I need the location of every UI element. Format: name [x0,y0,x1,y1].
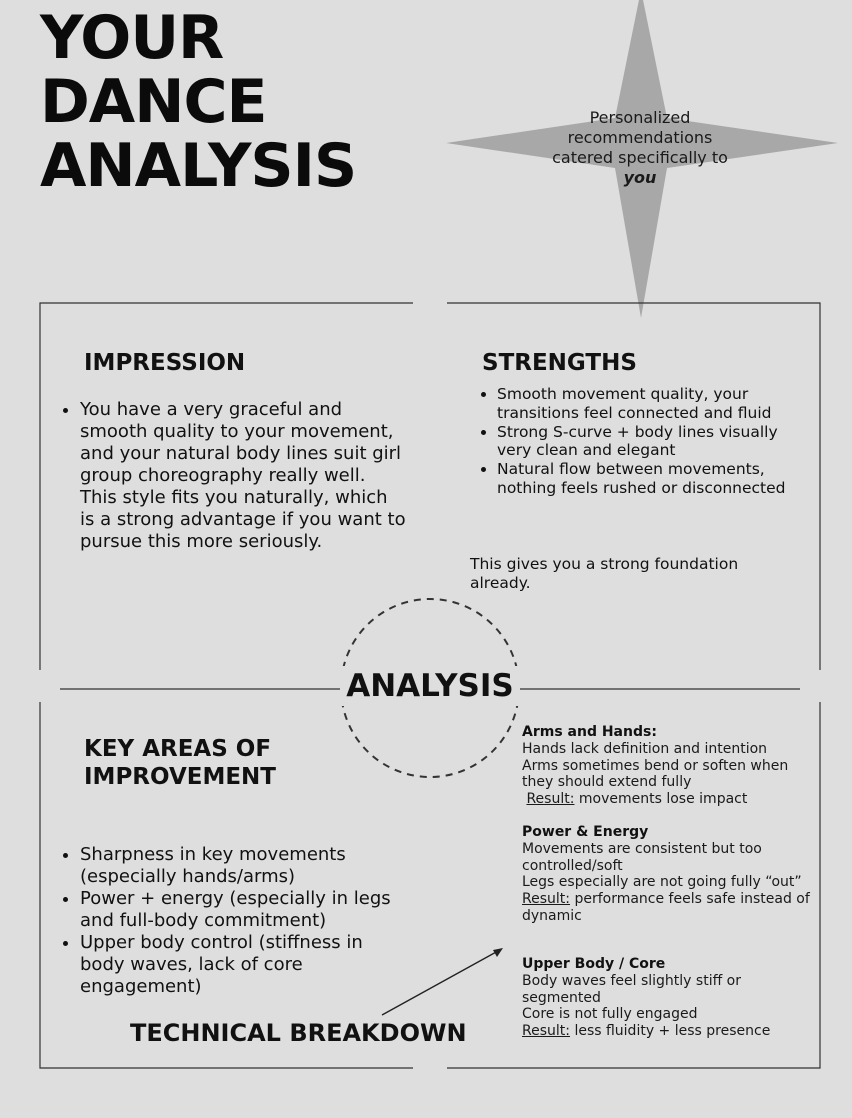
tech-result [522,1023,822,1040]
star-caption [540,108,740,188]
strengths-list [479,385,789,498]
impression-list [62,399,407,553]
strength-bullet: • Strong S-curve + body lines visually very clean and elegant [497,423,789,461]
tech-result [522,891,822,925]
result-label: Result: [526,791,575,808]
technical-breakdown-title: TECHNICAL BREAKDOWN [130,1019,467,1047]
key-area-bullet: • Upper body control (stiffness in body waves, lack of core engagement) [80,932,412,998]
tech-line: Body waves feel slightly stiff or segmented [522,972,741,1006]
tech-line: Hands lack definition and intention [522,740,768,757]
tech-line: Movements are consistent but too controlled/soft [522,840,762,874]
key-areas-heading-line-1: KEY AREAS OF [84,736,272,762]
key-areas-list [62,844,412,998]
star-caption-emphasis: you [623,168,657,187]
result-label: Result: [522,891,570,908]
tech-line: Legs especially are not going fully “out” [522,874,802,891]
tech-line: Core is not fully engaged [522,1006,698,1023]
tech-line: Arms sometimes bend or soften when they should extend fully [522,757,789,791]
page-title-line-2: DANCE [40,67,267,137]
strengths-note: This gives you a strong foundation already. [470,555,739,592]
tech-section-heading: Upper Body / Core [522,956,666,972]
result-text: performance feels safe instead of dynamic [522,891,810,924]
result-text: movements lose impact [578,791,748,808]
tech-section-power-energy [522,824,822,925]
tech-section-heading: Arms and Hands: [522,724,657,740]
page-title-line-3: ANALYSIS [40,131,357,201]
strength-bullet: • Smooth movement quality, your transitions feel connected and fluid [497,385,789,423]
result-label: Result: [522,1023,570,1040]
tech-section-arms-hands [522,724,822,808]
page-title-line-1: YOUR [40,3,224,73]
analysis-label: ANALYSIS [340,666,520,706]
strength-bullet: • Natural flow between movements, nothing feels rushed or disconnected [497,460,789,498]
key-area-bullet: • Power + energy (especially in legs and full-body commitment) [80,888,412,932]
impression-heading: IMPRESSION [84,350,246,376]
key-area-bullet: • Sharpness in key movements (especially hands/arms) [80,844,412,888]
key-areas-heading-line-2: IMPROVEMENT [84,764,276,790]
strengths-heading: STRENGTHS [482,350,637,376]
tech-section-upper-body-core [522,956,822,1040]
star-caption-text: Personalized recommendations catered specifically to [552,108,728,167]
tech-result [522,791,822,808]
tech-section-heading: Power & Energy [522,824,649,840]
result-text: less fluidity + less presence [574,1023,771,1040]
impression-bullet: • You have a very graceful and smooth quality to your movement, and your natural body lines suit girl group choreography really well. This style fits you naturally, which is a strong advantage if you want to pursue this more seriously. [80,399,407,553]
